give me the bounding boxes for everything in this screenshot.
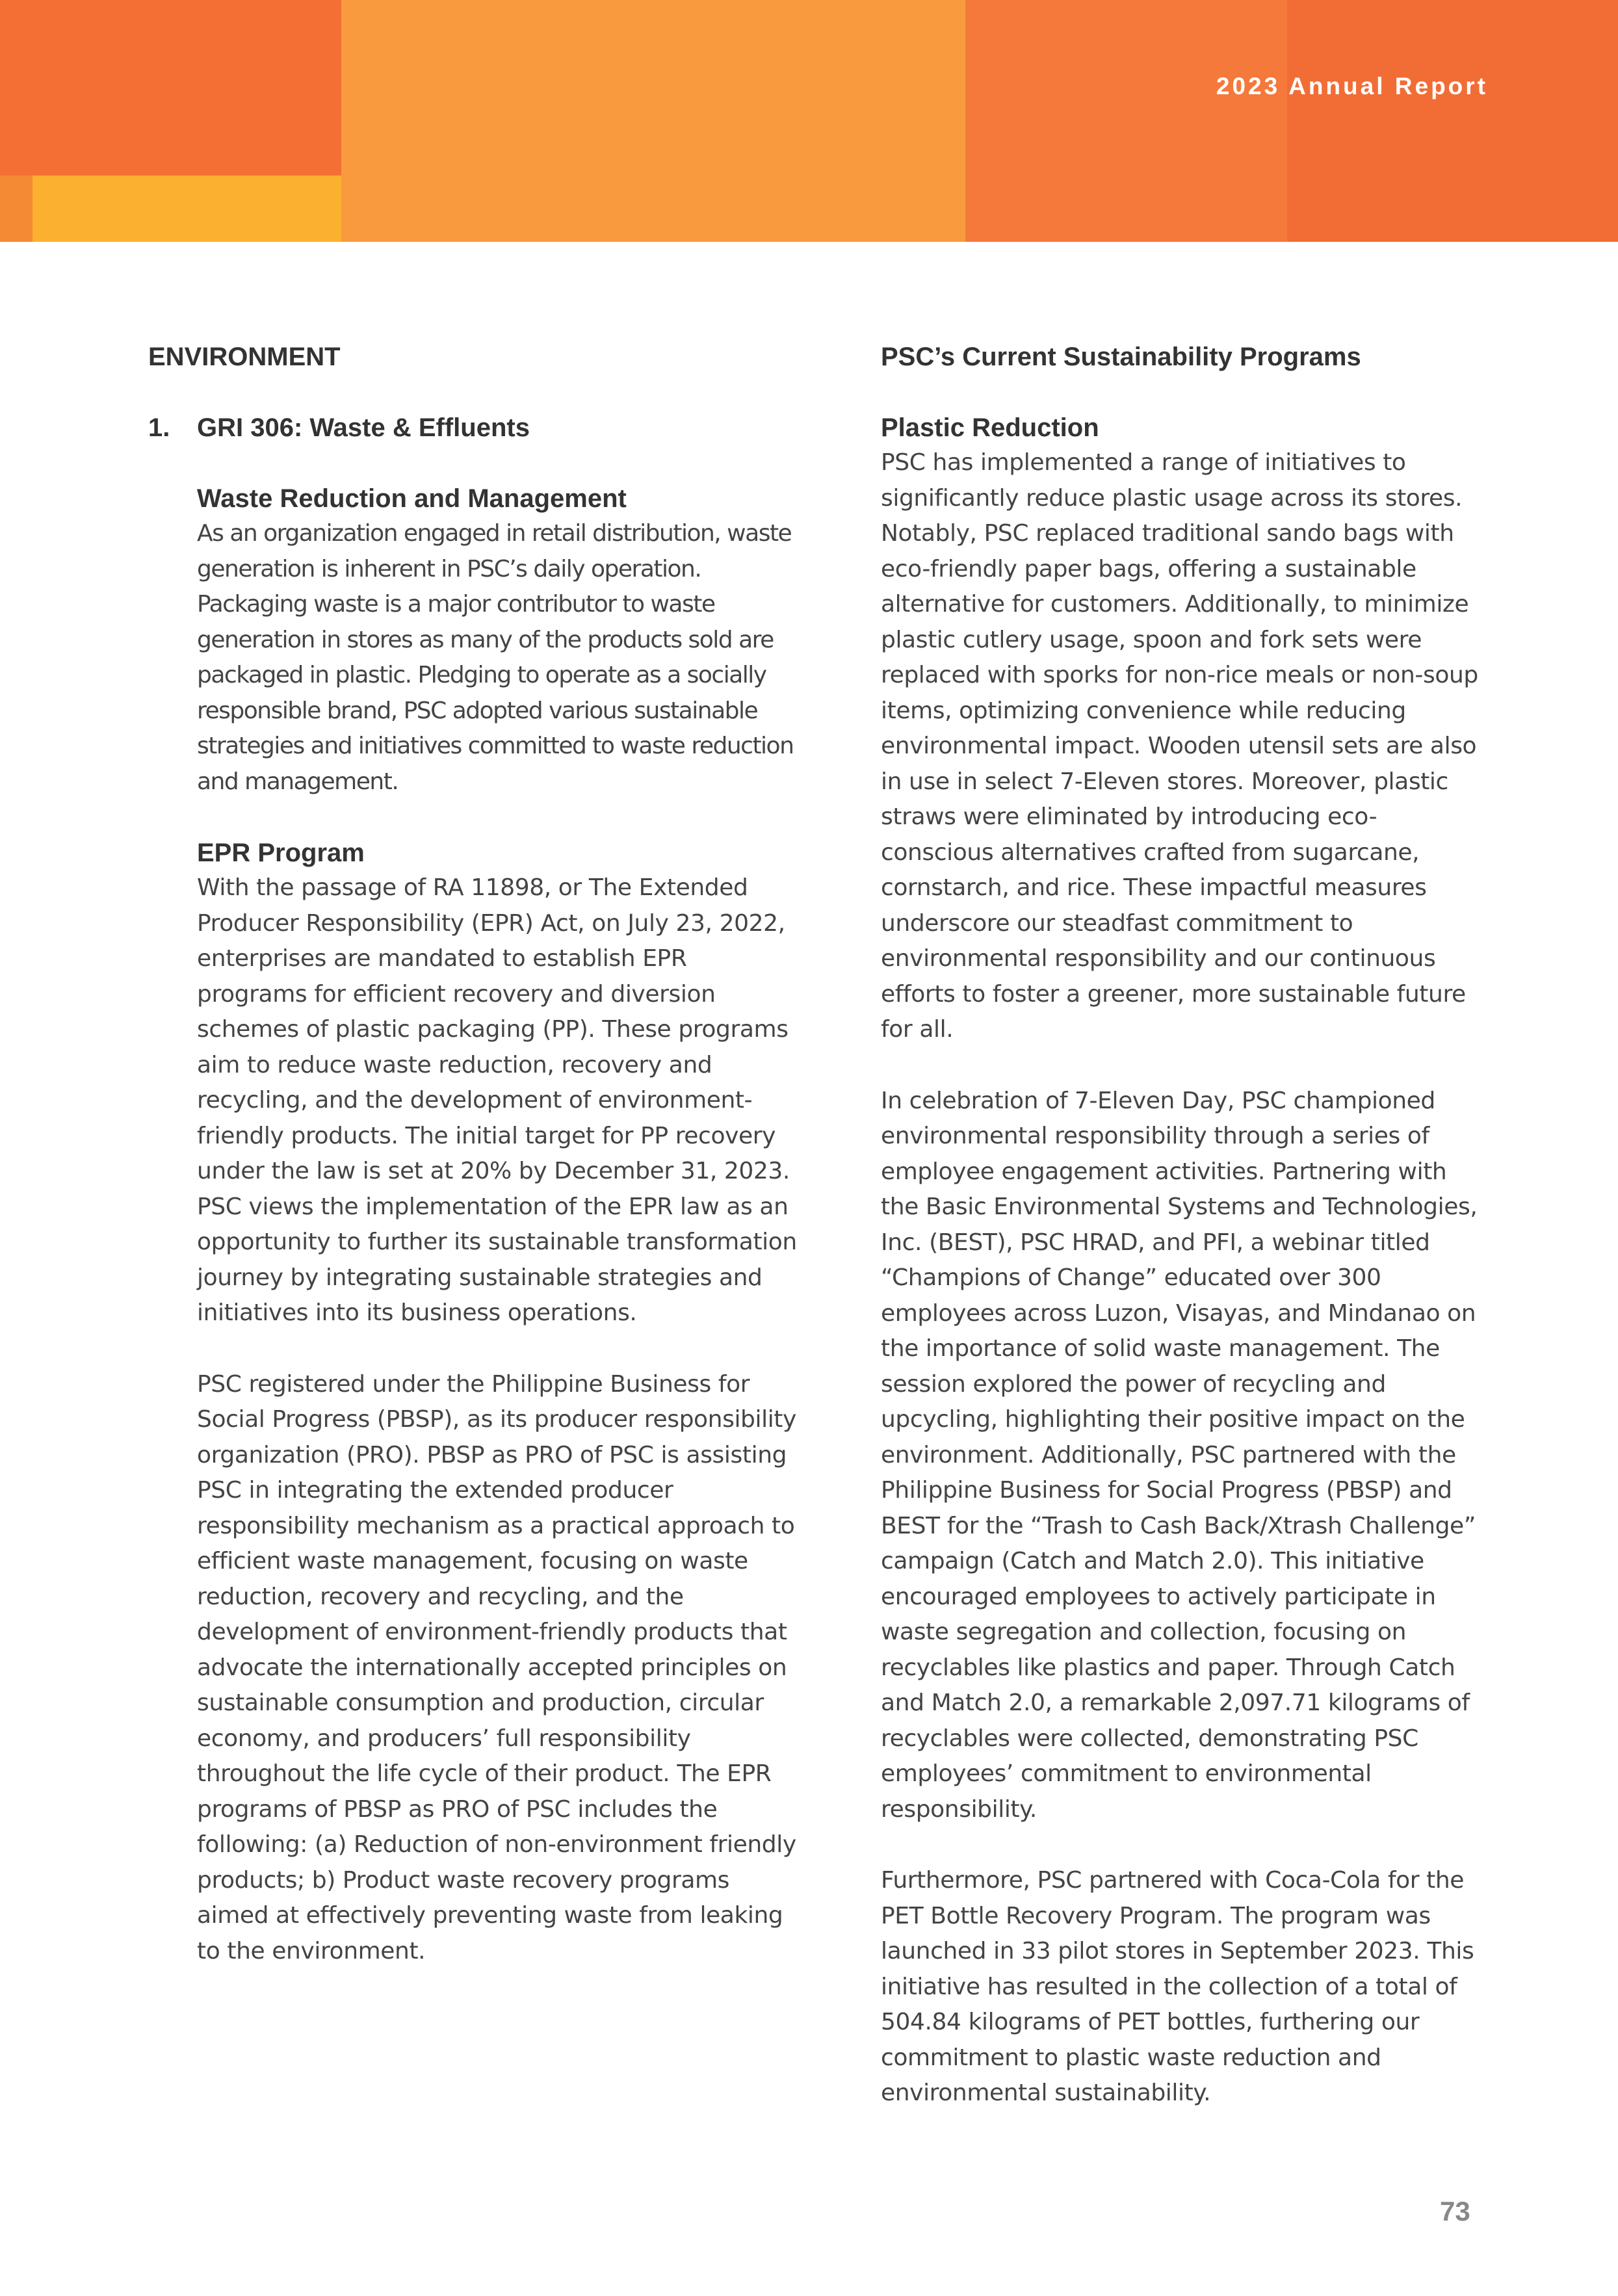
subsection-heading: EPR Program <box>197 839 365 867</box>
subsection-heading: Plastic Reduction <box>881 413 1099 442</box>
banner-block <box>1287 0 1618 242</box>
section-title: PSC’s Current Sustainability Programs <box>881 343 1361 371</box>
paragraph: With the passage of RA 11898, or The Extended Producer Responsibility (EPR) Act, on July 23, 2022, enterprises are mandated to establish EPR programs for efficient recovery and diversion schemes of plastic packaging (PP). These programs aim to reduce waste reduction, recovery and recycling, and the development of environment-friendly products. The initial target for PP recovery under the law is set at 20% by December 31, 2023. PSC views the implementation of the EPR law as an opportunity to further its sustainable transformation journey by integrating sustainable strategies and initiatives into its business operations. <box>197 874 797 1326</box>
item-body <box>197 481 798 1969</box>
paragraph: In celebration of 7-Eleven Day, PSC championed environmental responsibility through a series of employee engagement activities. Partnering with the Basic Environmental Systems and Technologies, Inc. (BEST), PSC HRAD, and PFI, a webinar titled “Champions of Change” educated over 300 employees across Luzon, Visayas, and Mindanao on the importance of solid waste management. The session explored the power of recycling and upcycling, highlighting their positive impact on the environment. Additionally, PSC partnered with the Philippine Business for Social Progress (PBSP) and BEST for the “Trash to Cash Back/Xtrash Challenge” campaign (Catch and Match 2.0). This initiative encouraged employees to actively participate in waste segregation and collection, focusing on recyclables like plastics and paper. Through Catch and Match 2.0, a remarkable 2,097.71 kilograms of recyclables were collected, demonstrating PSC employees’ commitment to environmental responsibility. <box>881 1087 1478 1823</box>
banner-block <box>0 0 341 176</box>
page-number: 73 <box>1440 2196 1470 2226</box>
paragraph: As an organization engaged in retail distribution, waste generation is inherent in PSC’s daily operation. Packaging waste is a major contributor to waste generation in stores as many of the products sold are packaged in plastic. Pledging to operate as a socially responsible brand, PSC adopted various sustainable strategies and initiatives committed to waste reduction and management. <box>197 520 794 795</box>
report-title: 2023 Annual Report <box>1216 73 1488 99</box>
paragraph: PSC registered under the Philippine Business for Social Progress (PBSP), as its producer responsibility organization (PRO). PBSP as PRO of PSC is assisting PSC in integrating the extended producer responsibility mechanism as a practical approach to efficient waste management, focusing on waste reduction, recovery and recycling, and the development of environment-friendly products that advocate the internationally accepted principles on sustainable consumption and production, circular economy, and producers’ full responsibility throughout the life cycle of their product. The EPR programs of PBSP as PRO of PSC includes the following: (a) Reduction of non-environment friendly products; b) Product waste recovery programs aimed at effectively preventing waste from leaking to the environment. <box>197 1370 796 1964</box>
banner-block <box>0 176 33 242</box>
paragraph: PSC has implemented a range of initiatives to significantly reduce plastic usage across its stores. Notably, PSC replaced traditional sando bags with eco-friendly paper bags, offering a sustainable alternative for customers. Additionally, to minimize plastic cutlery usage, spoon and fork sets were replaced with sporks for non-rice meals or non-soup items, optimizing convenience while reducing environmental impact. Wooden utensil sets are also in use in select 7-Eleven stores. Moreover, plastic straws were eliminated by introducing eco-conscious alternatives crafted from sugarcane, cornstarch, and rice. These impactful measures underscore our steadfast commitment to environmental responsibility and our continuous efforts to foster a greener, more sustainable future for all. <box>881 449 1478 1043</box>
item-number: 1. <box>148 413 170 442</box>
header-banner <box>0 0 1618 242</box>
banner-accent-block <box>33 176 341 242</box>
item-title: GRI 306: Waste & Effluents <box>197 413 530 442</box>
banner-block <box>341 0 965 242</box>
section-title: ENVIRONMENT <box>148 343 341 371</box>
right-column <box>881 339 1485 2111</box>
paragraph: Furthermore, PSC partnered with Coca-Cola for the PET Bottle Recovery Program. The program was launched in 33 pilot stores in September 2023. This initiative has resulted in the collection of a total of 504.84 kilograms of PET bottles, furthering our commitment to plastic waste reduction and environmental sustainability. <box>881 1867 1474 2106</box>
left-column <box>148 339 798 1969</box>
numbered-heading <box>148 410 798 445</box>
subsection-heading: Waste Reduction and Management <box>197 484 627 513</box>
